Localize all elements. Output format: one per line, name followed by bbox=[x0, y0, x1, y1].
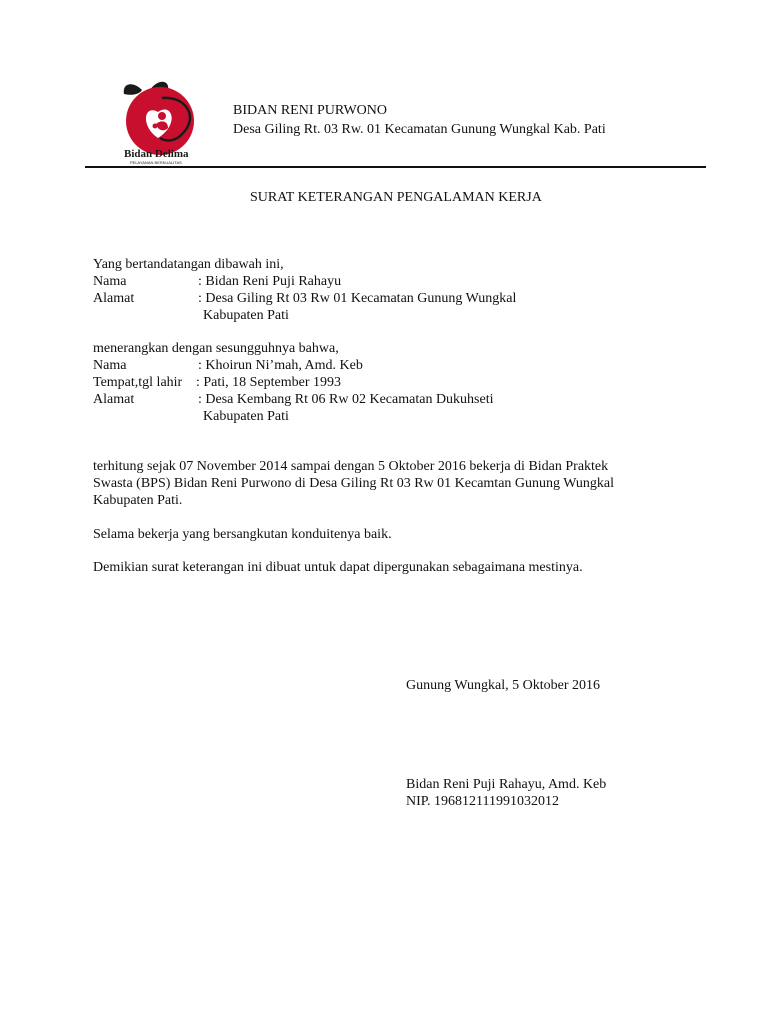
body-line-2: Swasta (BPS) Bidan Reni Purwono di Desa Giling Rt 03 Rw 01 Kecamtan Gunung Wungkal bbox=[93, 476, 615, 491]
document-title: SURAT KETERANGAN PENGALAMAN KERJA bbox=[250, 190, 542, 205]
letterhead-address: Desa Giling Rt. 03 Rw. 01 Kecamatan Gunung Wungkal Kab. Pati bbox=[233, 122, 606, 137]
subject-ttl-label: Tempat,tgl lahir bbox=[93, 375, 183, 390]
signer-alamat-value: : Desa Giling Rt 03 Rw 01 Kecamatan Gunung Wungkal bbox=[198, 291, 517, 306]
subject-alamat-value: : Desa Kembang Rt 06 Rw 02 Kecamatan Dukuhseti bbox=[198, 392, 494, 407]
closing-statement: Demikian surat keterangan ini dibuat untuk dapat dipergunakan sebagaimana mestinya. bbox=[93, 560, 583, 575]
subject-nama-value: : Khoirun Ni’mah, Amd. Keb bbox=[198, 358, 363, 373]
conduct-statement: Selama bekerja yang bersangkutan konduitenya baik. bbox=[93, 527, 392, 542]
signer-nama-label: Nama bbox=[93, 274, 127, 289]
body-line-1: terhitung sejak 07 November 2014 sampai dengan 5 Oktober 2016 bekerja di Bidan Praktek bbox=[93, 459, 609, 474]
signer-alamat-label: Alamat bbox=[93, 291, 135, 306]
opening-line: Yang bertandatangan dibawah ini, bbox=[93, 257, 284, 272]
signatory-nip: NIP. 196812111991032012 bbox=[406, 794, 559, 809]
signer-nama-value: : Bidan Reni Puji Rahayu bbox=[198, 274, 342, 289]
svg-text:Bidan Delima: Bidan Delima bbox=[124, 148, 189, 160]
letterhead-name: BIDAN RENI PURWONO bbox=[233, 103, 387, 118]
svg-text:PELAYANAN BERKUALITAS: PELAYANAN BERKUALITAS bbox=[130, 160, 182, 165]
place-date: Gunung Wungkal, 5 Oktober 2016 bbox=[406, 678, 600, 693]
body-line-3: Kabupaten Pati. bbox=[93, 493, 183, 508]
subject-alamat-value-2: Kabupaten Pati bbox=[203, 409, 289, 424]
subject-ttl-value: : Pati, 18 September 1993 bbox=[196, 375, 342, 390]
signatory-name: Bidan Reni Puji Rahayu, Amd. Keb bbox=[406, 777, 607, 792]
header-divider bbox=[85, 166, 706, 168]
declares-line: menerangkan dengan sesungguhnya bahwa, bbox=[93, 341, 339, 356]
subject-alamat-label: Alamat bbox=[93, 392, 135, 407]
signer-alamat-value-2: Kabupaten Pati bbox=[203, 308, 289, 323]
bidan-delima-logo bbox=[110, 76, 215, 166]
subject-nama-label: Nama bbox=[93, 358, 127, 373]
